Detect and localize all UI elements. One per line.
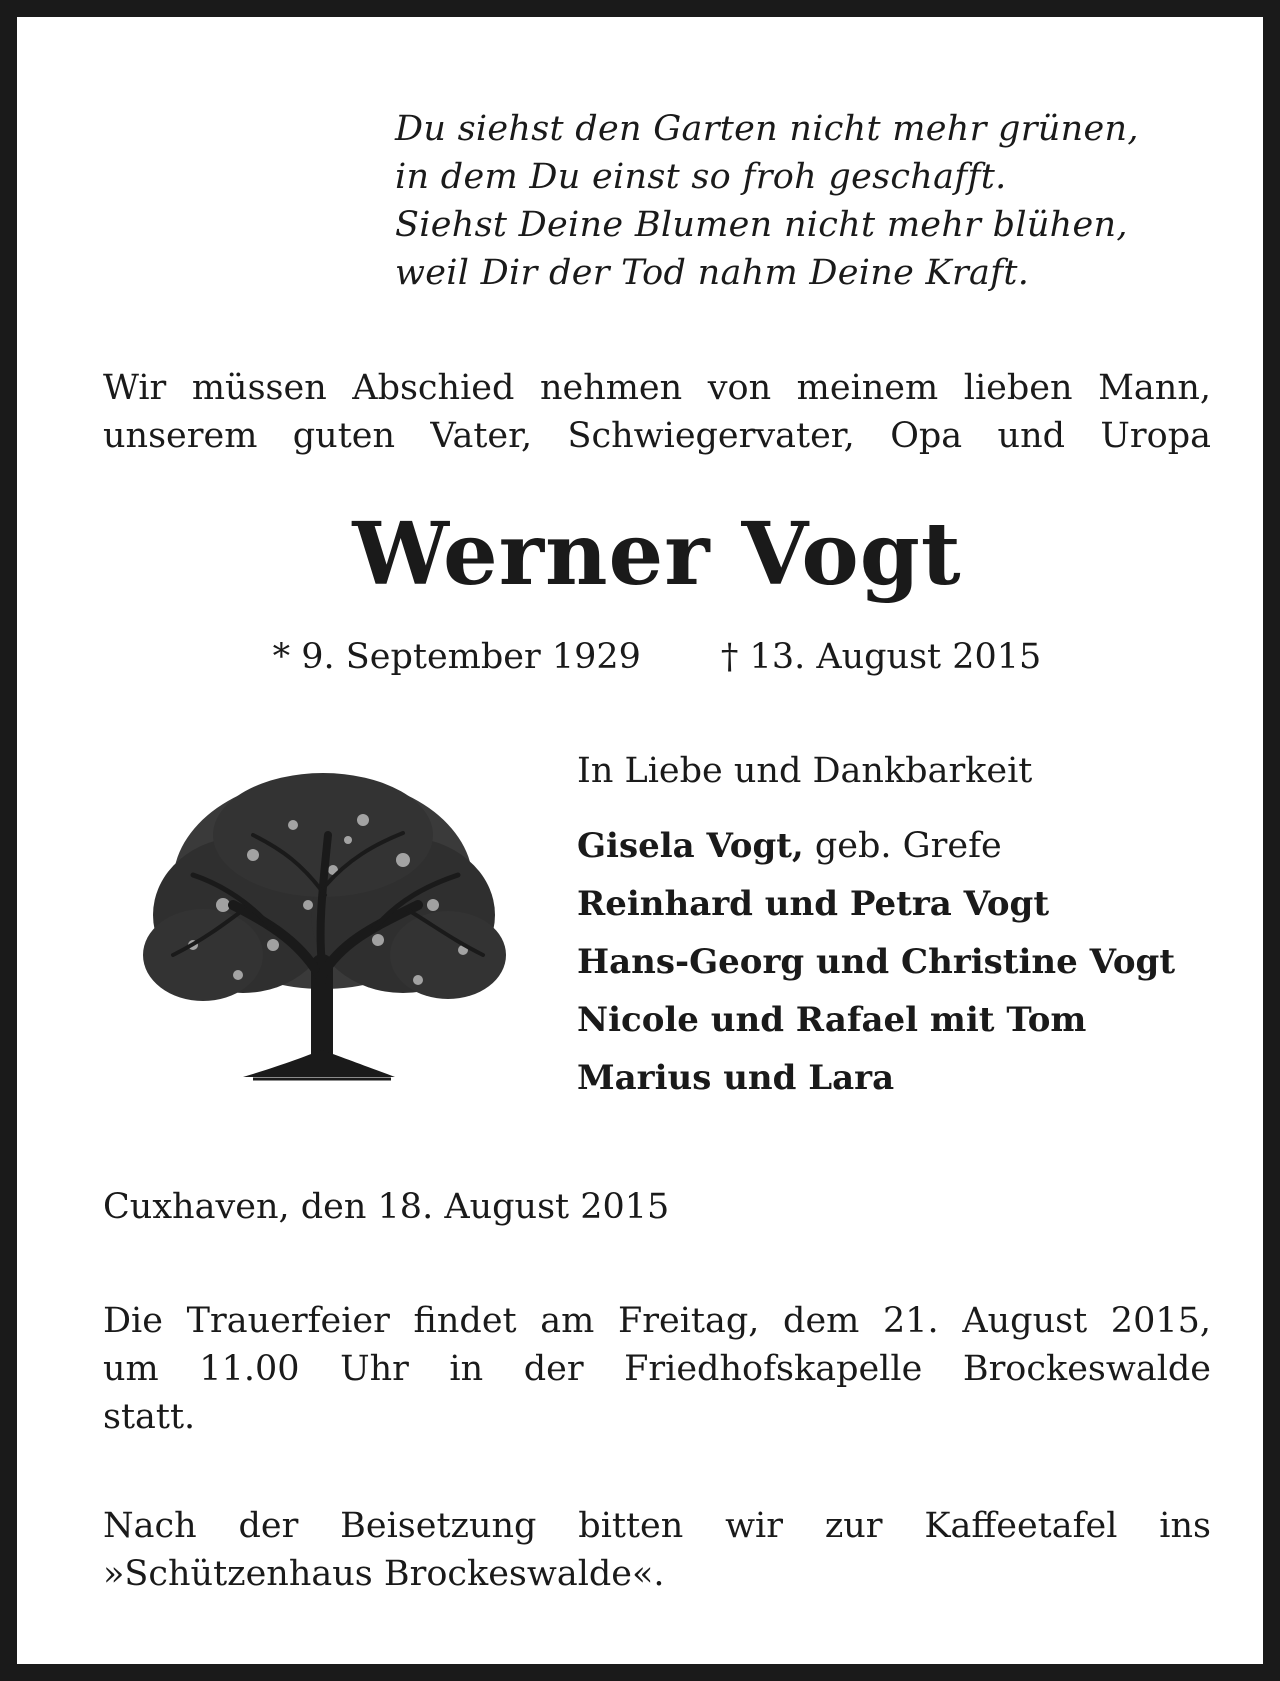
place-date: Cuxhaven, den 18. August 2015: [103, 1187, 670, 1227]
funeral-info: [103, 1297, 1211, 1441]
reception-line: Nach der Beisetzung bitten wir zur Kaffeetafel ins: [103, 1506, 1211, 1546]
life-dates: [17, 633, 1280, 681]
family-member-note: geb. Grefe: [803, 826, 1002, 866]
intro-text: [103, 364, 1211, 460]
funeral-line: statt.: [103, 1397, 196, 1437]
poem: [395, 105, 1225, 297]
poem-line: Siehst Deine Blumen nicht mehr blühen,: [395, 205, 1128, 245]
death-date: † 13. August 2015: [720, 637, 1042, 677]
reception-info: [103, 1502, 1211, 1598]
funeral-line: Die Trauerfeier findet am Freitag, dem 21. August 2015,: [103, 1301, 1211, 1341]
intro-line: unserem guten Vater, Schwiegervater, Opa und Uropa: [103, 416, 1211, 456]
family-member: [577, 817, 1217, 875]
family-member-name: Gisela Vogt,: [577, 826, 804, 866]
family-member: Hans-Georg und Christine Vogt: [577, 942, 1176, 982]
family-member: Nicole und Rafael mit Tom: [577, 1000, 1087, 1040]
family-member: Marius und Lara: [577, 1058, 895, 1098]
funeral-line: um 11.00 Uhr in der Friedhofskapelle Brockeswalde: [103, 1349, 1211, 1389]
dedication: In Liebe und Dankbarkeit: [577, 751, 1033, 791]
intro-line: Wir müssen Abschied nehmen von meinem lieben Mann,: [103, 368, 1211, 408]
birth-date: * 9. September 1929: [272, 637, 641, 677]
tree-icon: [133, 765, 511, 1089]
family-member: Reinhard und Petra Vogt: [577, 884, 1050, 924]
poem-line: Du siehst den Garten nicht mehr grünen,: [395, 109, 1139, 149]
reception-line: »Schützenhaus Brockeswalde«.: [103, 1554, 665, 1594]
poem-line: weil Dir der Tod nahm Deine Kraft.: [395, 253, 1030, 293]
deceased-name: Werner Vogt: [352, 504, 962, 605]
family-list: [577, 747, 1217, 1107]
poem-line: in dem Du einst so froh geschafft.: [395, 157, 1007, 197]
